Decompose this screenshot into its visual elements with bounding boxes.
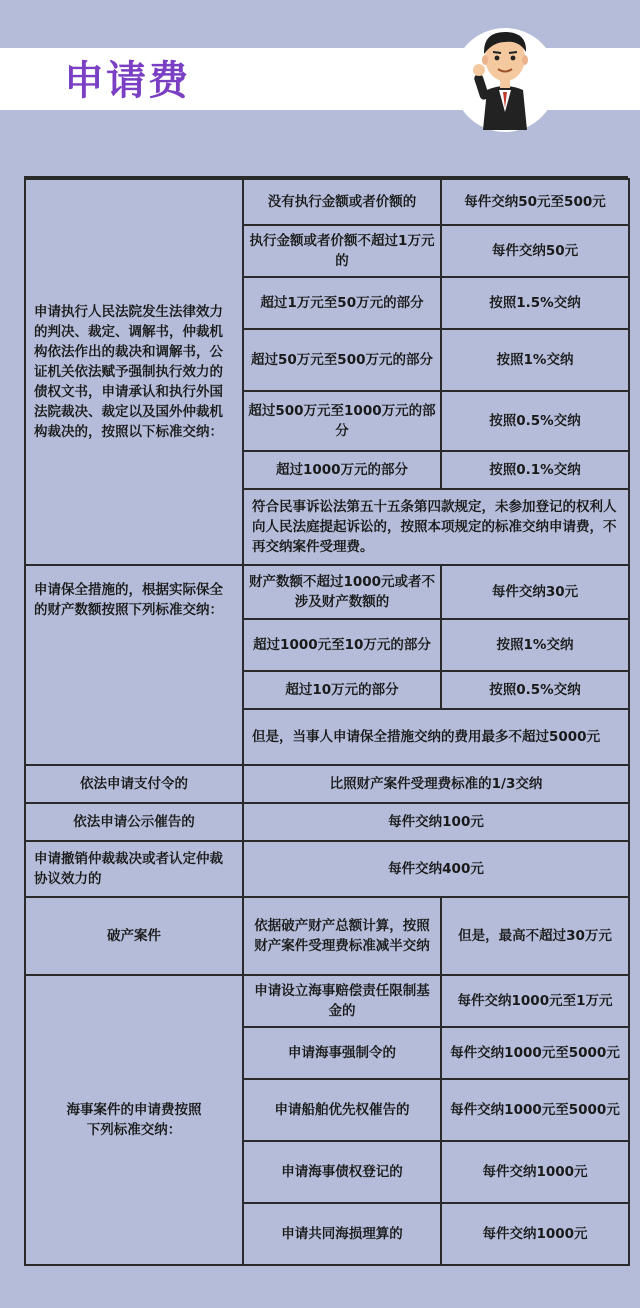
maritime-condition-1: 申请设立海事赔偿责任限制基金的 <box>243 975 441 1027</box>
preservation-condition-3: 超过10万元的部分 <box>243 671 441 709</box>
maritime-fee-1: 每件交纳1000元至1万元 <box>441 975 629 1027</box>
preservation-fee-1: 每件交纳30元 <box>441 565 629 619</box>
bankruptcy-rule: 依据破产财产总额计算，按照财产案件受理费标准减半交纳 <box>243 897 441 975</box>
page-title: 申请费 <box>64 58 190 104</box>
execution-fee-4: 按照1%交纳 <box>441 329 629 391</box>
arbitration-revoke-fee: 每件交纳400元 <box>243 841 629 897</box>
preservation-fee-3: 按照0.5%交纳 <box>441 671 629 709</box>
execution-condition-1: 没有执行金额或者价额的 <box>243 179 441 225</box>
arbitration-revoke-label: 申请撤销仲裁裁决或者认定仲裁协议效力的 <box>25 841 243 897</box>
preservation-label: 申请保全措施的，根据实际保全的财产数额按照下列标准交纳： <box>25 565 243 765</box>
maritime-condition-3: 申请船舶优先权催告的 <box>243 1079 441 1141</box>
execution-label: 申请执行人民法院发生法律效力的判决、裁定、调解书，仲裁机构依法作出的裁决和调解书，公证机关依法赋予强制执行效力的债权文书，申请承认和执行外国法院裁决、裁定以及国外仲裁机构裁决的，按照以下标准交纳： <box>25 179 243 565</box>
maritime-fee-2: 每件交纳1000元至5000元 <box>441 1027 629 1079</box>
execution-condition-5: 超过500万元至1000万元的部分 <box>243 391 441 451</box>
fee-table <box>24 178 630 1266</box>
maritime-label: 海事案件的申请费按照下列标准交纳： <box>25 975 243 1265</box>
cartoon-businessman-icon <box>453 12 557 132</box>
bankruptcy-cap: 但是，最高不超过30万元 <box>441 897 629 975</box>
execution-condition-3: 超过1万元至50万元的部分 <box>243 277 441 329</box>
execution-fee-2: 每件交纳50元 <box>441 225 629 277</box>
preservation-condition-1: 财产数额不超过1000元或者不涉及财产数额的 <box>243 565 441 619</box>
public-notice-label: 依法申请公示催告的 <box>25 803 243 841</box>
avatar <box>453 28 557 132</box>
execution-fee-5: 按照0.5%交纳 <box>441 391 629 451</box>
execution-fee-3: 按照1.5%交纳 <box>441 277 629 329</box>
execution-fee-6: 按照0.1%交纳 <box>441 451 629 489</box>
public-notice-fee: 每件交纳100元 <box>243 803 629 841</box>
payment-order-label: 依法申请支付令的 <box>25 765 243 803</box>
preservation-condition-2: 超过1000元至10万元的部分 <box>243 619 441 671</box>
execution-note: 符合民事诉讼法第五十五条第四款规定，未参加登记的权利人向人民法庭提起诉讼的，按照本项规定的标准交纳申请费，不再交纳案件受理费。 <box>243 489 629 565</box>
maritime-fee-3: 每件交纳1000元至5000元 <box>441 1079 629 1141</box>
maritime-condition-2: 申请海事强制令的 <box>243 1027 441 1079</box>
maritime-condition-4: 申请海事债权登记的 <box>243 1141 441 1203</box>
execution-condition-6: 超过1000万元的部分 <box>243 451 441 489</box>
maritime-condition-5: 申请共同海损理算的 <box>243 1203 441 1265</box>
payment-order-fee: 比照财产案件受理费标准的1/3交纳 <box>243 765 629 803</box>
execution-condition-2: 执行金额或者价额不超过1万元的 <box>243 225 441 277</box>
bankruptcy-label: 破产案件 <box>25 897 243 975</box>
maritime-fee-5: 每件交纳1000元 <box>441 1203 629 1265</box>
execution-condition-4: 超过50万元至500万元的部分 <box>243 329 441 391</box>
preservation-note: 但是，当事人申请保全措施交纳的费用最多不超过5000元 <box>243 709 629 765</box>
execution-fee-1: 每件交纳50元至500元 <box>441 179 629 225</box>
preservation-fee-2: 按照1%交纳 <box>441 619 629 671</box>
maritime-fee-4: 每件交纳1000元 <box>441 1141 629 1203</box>
